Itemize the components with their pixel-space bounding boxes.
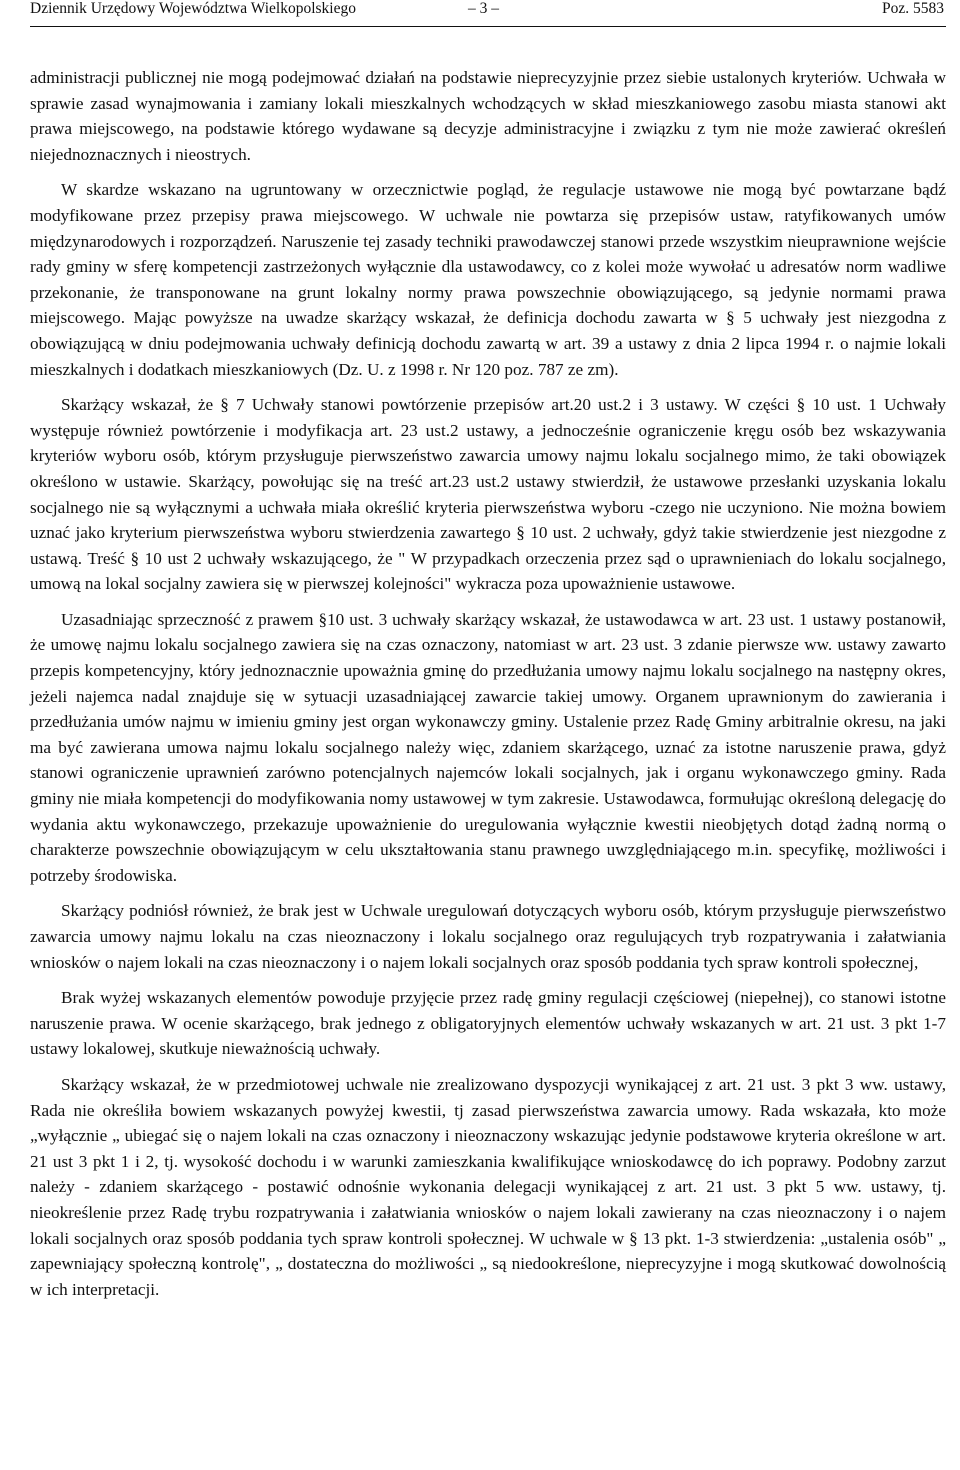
paragraph: W skardze wskazano na ugruntowany w orzecznictwie pogląd, że regulacje ustawowe nie mogą być powtarzane bądź modyfikowane przez przepisy prawa miejscowego. W uchwale nie powtarza się przepisów ustaw, ratyfikowanych umów międzynarodowych i rozporządzeń. Naruszenie tej zasady techniki prawodawczej stanowi przede wszystkim nieuprawnione wejście rady gminy w sferę kompetencji zastrzeżonych wyłącznie dla ustawodawcy, co z kolei może wywołać u adresatów norm wadliwe przekonanie, że transponowane na grunt lokalny normy prawa powszechnie obowiązującego, są jedynie normami prawa miejscowego. Mając powyższe na uwadze skarżący wskazał, że definicja dochodu zawarta w § 5 uchwały jest niezgodna z obowiązującą w dniu podejmowania uchwały definicją dochodu zawartą w art. 39 a ustawy z dnia 2 lipca 1994 r. o najmie lokali mieszkalnych i dodatkach mieszkaniowych (Dz. U. z 1998 r. Nr 120 poz. 787 ze zm).	[30, 180, 946, 379]
paragraph: Skarżący wskazał, że § 7 Uchwały stanowi powtórzenie przepisów art.20 ust.2 i 3 ustawy. W części § 10 ust. 1 Uchwały występuje również powtórzenie i modyfikacja art. 23 ust.2 ustawy, a jednocześnie ograniczenie kręgu osób bez wskazywania kryteriów wyboru osób, którym przysługuje pierwszeństwo zawarcia umowy najmu lokalu socjalnego mimo, że taki obowiązek określono w ustawie. Skarżący, powołując się na treść art.23 ust.2 ustawy stwierdził, że ustawowe przesłanki uzyskania lokalu socjalnego nie są wyłącznymi a uchwała miała określić kryteria pierwszeństwa wyboru -czego nie uczyniono. Nie można bowiem uznać jako kryterium pierwszeństwa wyboru stwierdzenia zawartego § 10 ust. 2 uchwały, gdyż takie stwierdzenie jest niezgodne z ustawą. Treść § 10 ust 2 uchwały wskazującego, że " W przypadkach orzeczenia przez sąd o uprawnieniach do lokalu socjalnego, umową na lokal socjalny zawiera się w pierwszej kolejności" wykracza poza upoważnienie ustawowe.	[30, 395, 946, 594]
document-body	[30, 65, 946, 1302]
page-number: – 3 –	[468, 0, 499, 17]
journal-title: Dziennik Urzędowy Województwa Wielkopolskiego	[30, 0, 356, 17]
position-number: Poz. 5583	[882, 0, 944, 17]
paragraph-continuation: administracji publicznej nie mogą podejmować działań na podstawie nieprecyzyjnie przez siebie ustalonych kryteriów. Uchwała w sprawie zasad wynajmowania i zamiany lokali mieszkalnych wchodzących w skład mieszkaniowego zasobu miasta stanowi akt prawa miejscowego, na podstawie którego wydawane są decyzje administracyjne i związku z tym nie może zawierać określeń niejednoznacznych i nieostrych.	[30, 68, 946, 164]
paragraph: Skarżący podniósł również, że brak jest w Uchwale uregulowań dotyczących wyboru osób, którym przysługuje pierwszeństwo zawarcia umowy najmu lokalu na czas nieoznaczony i lokalu socjalnego oraz regulujących tryb rozpatrywania i załatwiania wniosków o najem lokali na czas nieoznaczony i o najem lokali socjalnych oraz sposób poddania tych spraw kontroli społecznej,	[30, 901, 946, 972]
paragraph: Brak wyżej wskazanych elementów powoduje przyjęcie przez radę gminy regulacji częściowej (niepełnej), co stanowi istotne naruszenie prawa. W ocenie skarżącego, brak jednego z obligatoryjnych elementów uchwały wskazanych w art. 21 ust. 3 pkt 1-7 ustawy lokalowej, skutkuje nieważnością uchwały.	[30, 988, 946, 1059]
page-header	[30, 0, 946, 27]
paragraph: Skarżący wskazał, że w przedmiotowej uchwale nie zrealizowano dyspozycji wynikającej z art. 21 ust. 3 pkt 3 ww. ustawy, Rada nie określiła bowiem wskazanych powyżej kwestii, tj zasad pierwszeństwa zawarcia umowy. Rada wskazała, kto może „wyłącznie „ ubiegać się o najem lokali na czas oznaczony i nieoznaczony wskazując jedynie podstawowe kryteria określone w art. 21 ust 3 pkt 1 i 2, tj. wysokość dochodu i w warunki zamieszkania kwalifikujące wnioskodawcę do ich poprawy. Podobny zarzut należy - zdaniem skarżącego - postawić odnośnie wykonania delegacji wynikającej z art. 21 ust. 3 pkt 5 ww. ustawy, tj. nieokreślenie przez Radę trybu rozpatrywania i załatwiania wniosków o najem lokali zawierany na czas nieoznaczony i o najem lokali socjalnych oraz sposób poddania tych spraw kontroli społecznej. W uchwale w § 13 pkt. 1-3 stwierdzenia: „ustalenia osób" „ zapewniający społeczną kontrolę", „ dostateczna do możliwości „ są niedookreślone, nieprecyzyjne i mogą skutkować dowolnością w ich interpretacji.	[30, 1074, 946, 1299]
paragraph: Uzasadniając sprzeczność z prawem §10 ust. 3 uchwały skarżący wskazał, że ustawodawca w art. 23 ust. 1 ustawy postanowił, że umowę najmu lokalu socjalnego zawiera się na czas oznaczony, natomiast w art. 23 ust. 3 zdanie pierwsze ww. ustawy zawarto przepis kompetencyjny, który jednoznacznie upoważnia gminę do przedłużania umowy najmu lokalu socjalnego na następny okres, jeżeli najemca nadal znajduje się w sytuacji uzasadniającej zawarcie takiej umowy. Organem uprawnionym do zawierania i przedłużania umów najmu w imieniu gminy jest organ wykonawczy gminy. Ustalenie przez Radę Gminy arbitralnie okresu, na jaki ma być zawierana umowa najmu lokalu socjalnego należy więc, zdaniem skarżącego, uznać za istotne naruszenie prawa, gdyż stanowi ograniczenie uprawnień zarówno potencjalnych najemców lokali socjalnych, jak i organu wykonawczego gminy. Rada gminy nie miała kompetencji do modyfikowania nomy ustawowej w tym zakresie. Ustawodawca, formułując określoną delegację do wydania aktu wykonawczego, przekazuje upoważnienie do uregulowania wyłącznie kwestii nieobjętych dotąd żadną normą o charakterze powszechnie obowiązującym w celu ukształtowania stanu prawnego uwzględniającego m.in. specyfikę, możliwości i potrzeby środowiska.	[30, 609, 946, 885]
